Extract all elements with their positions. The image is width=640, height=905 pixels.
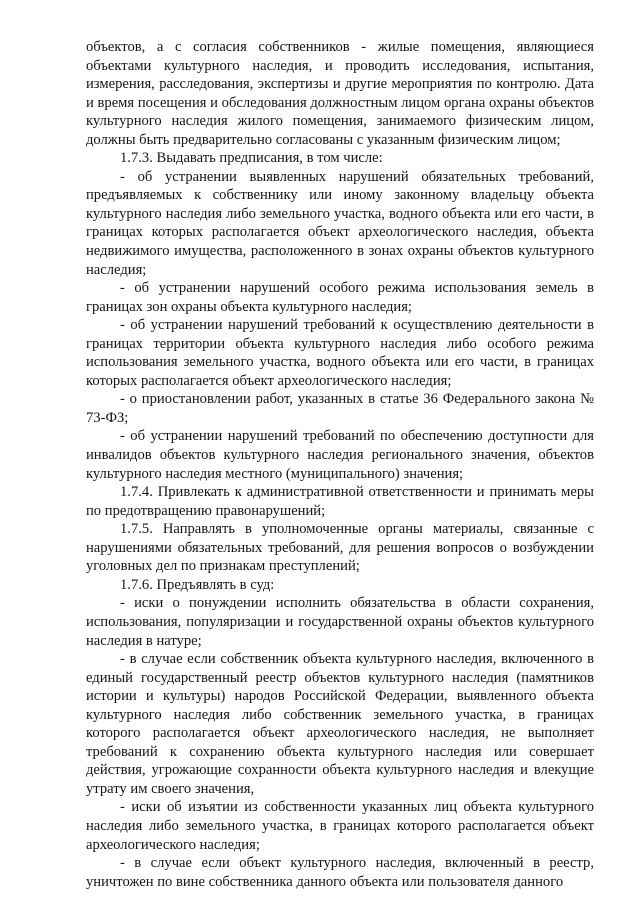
paragraph-item-1-7-4: 1.7.4. Привлекать к административной ответственности и принимать меры по предотвращению правонарушений; <box>86 484 594 519</box>
paragraph-claim-seizure: - иски об изъятии из собственности указанных лиц объекта культурного наследия либо земельного участка, в границах которого располагается объект археологического наследия; <box>86 799 594 853</box>
paragraph-continuation: объектов, а с согласия собственников - жилые помещения, являющиеся объектами культурного наследия, и проводить исследования, испытания, измерения, расследования, экспертизы и другие мероприятия по контролю. Дата и время посещения и обследования должностным лицом органа охраны объектов культурного наследия жилого помещения, занимаемого физическим лицом, должны быть предварительно согласованы с указанным физическим лицом; <box>86 39 594 148</box>
paragraph-prescription-activity: - об устранении нарушений требований к осуществлению деятельности в границах территории объекта культурного наследия либо особого режима использования земельного участка, водного объекта или его части, в границах которых располагается объект археологического наследия; <box>86 317 594 389</box>
paragraph-claim-destroyed: - в случае если объект культурного наследия, включенный в реестр, уничтожен по вине собственника данного объекта или пользователя данного <box>86 855 594 890</box>
paragraph-prescription-violations: - об устранении выявленных нарушений обязательных требований, предъявляемых к собственнику или иному законному владельцу объекта культурного наследия либо земельного участка, водного объекта или его части, в границах которых располагается объект археологического наследия, объекта недвижимого имущества, расположенного в зонах охраны объектов культурного наследия; <box>86 168 594 278</box>
document-body <box>86 38 594 891</box>
paragraph-item-1-7-5: 1.7.5. Направлять в уполномоченные органы материалы, связанные с нарушениями обязательных требований, для решения вопросов о возбуждении уголовных дел по признакам преступлений; <box>86 521 594 575</box>
paragraph-claim-obligations: - иски о понуждении исполнить обязательства в области сохранения, использования, популяризации и государственной охраны объектов культурного наследия в натуре; <box>86 595 594 649</box>
paragraph-item-1-7-3: 1.7.3. Выдавать предписания, в том числе: <box>120 150 383 167</box>
paragraph-prescription-accessibility: - об устранении нарушений требований по обеспечению доступности для инвалидов объектов культурного наследия регионального значения, объектов культурного наследия местного (муниципального) значения; <box>86 428 594 482</box>
paragraph-claim-owner-failure: - в случае если собственник объекта культурного наследия, включенного в единый государственный реестр объектов культурного наследия (памятников истории и культуры) народов Российской Федерации, выявленного объекта культурного наследия либо собственник земельного участка, в границах которого располагается объект археологического наследия, не выполняет требований к сохранению объекта культурного наследия или совершает действия, угрожающие сохранности объекта культурного наследия и влекущие утрату им своего значения, <box>86 651 594 797</box>
paragraph-prescription-suspension: - о приостановлении работ, указанных в статье 36 Федерального закона № 73-ФЗ; <box>86 391 594 426</box>
paragraph-item-1-7-6: 1.7.6. Предъявлять в суд: <box>120 576 275 593</box>
paragraph-prescription-land-regime: - об устранении нарушений особого режима использования земель в границах зон охраны объекта культурного наследия; <box>86 280 594 315</box>
